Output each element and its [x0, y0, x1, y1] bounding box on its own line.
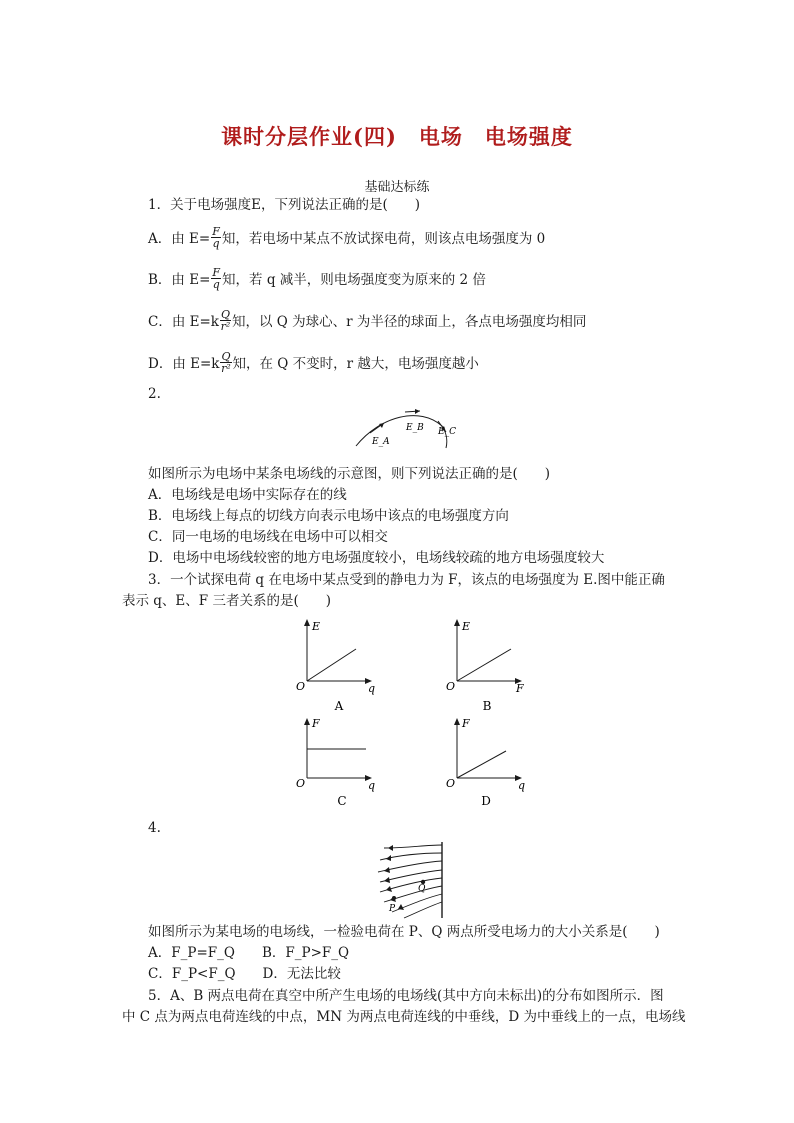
- graph-caption: D: [481, 794, 491, 808]
- origin-label: O: [446, 777, 456, 790]
- q1-stem: 1．关于电场强度E，下列说法正确的是( ): [148, 197, 420, 213]
- label-ec: E_C: [438, 427, 456, 437]
- q1-d-post: 知，在 Q 不变时，r 越大，电场强度越小: [232, 356, 479, 372]
- numerator: F: [212, 266, 221, 279]
- denominator: r²: [220, 320, 231, 333]
- fraction: [220, 351, 231, 374]
- numerator: F: [212, 225, 220, 238]
- denominator: r²: [221, 362, 231, 375]
- graph-b: [440, 616, 540, 714]
- point-p-label: P: [389, 904, 396, 914]
- q5-line1: 5．A、B 两点电荷在真空中所产生电场的电场线(其中方向未标出)的分布如图所示．图: [148, 988, 664, 1004]
- y-axis-label: F: [312, 717, 320, 730]
- q4-stem: 如图所示为某电场的电场线，一检验电荷在 P、Q 两点所受电场力的大小关系是( ): [148, 924, 660, 940]
- q2-option-b: B．电场线上每点的切线方向表示电场中该点的电场强度方向: [148, 508, 509, 524]
- q1-d-pre: D．由 E=k: [148, 356, 220, 372]
- q1-a-post: 知，若电场中某点不放试探电荷，则该点电场强度为 0: [221, 231, 546, 247]
- q2-option-c: C．同一电场的电场线在电场中可以相交: [148, 529, 388, 545]
- q1-a-pre: A．由 E=: [148, 231, 211, 247]
- denominator: q: [212, 278, 220, 291]
- fraction: [220, 309, 231, 332]
- q2-stem: 如图所示为电场中某条电场线的示意图，则下列说法正确的是( ): [148, 466, 551, 482]
- x-axis-label: q: [368, 779, 376, 792]
- graph-caption: C: [337, 794, 347, 808]
- numerator: Q: [221, 350, 231, 363]
- q4-options-row1: A．F_P=F_Q B．F_P>F_Q: [148, 945, 350, 961]
- origin-label: O: [446, 680, 456, 693]
- x-axis-label: q: [368, 682, 376, 695]
- fraction: [211, 267, 221, 290]
- q1-option-a: [148, 225, 546, 251]
- y-axis-label: E: [312, 620, 321, 633]
- q2-option-a: A．电场线是电场中实际存在的线: [148, 487, 347, 503]
- x-axis-label: q: [518, 779, 526, 792]
- label-eb: E_B: [406, 423, 424, 433]
- x-axis-label: F: [516, 682, 524, 695]
- q1-option-d: [148, 350, 479, 376]
- q2-number: 2.: [148, 386, 161, 402]
- section-heading: 基础达标练: [364, 180, 430, 195]
- graph-caption: B: [482, 699, 492, 713]
- q1-option-b: [148, 266, 486, 292]
- fraction: [211, 226, 221, 249]
- q3-stem-line1: 3．一个试探电荷 q 在电场中某点受到的静电力为 F，该点的电场强度为 E.图中能正确: [148, 572, 665, 588]
- q4-options-row2: C．F_P<F_Q D．无法比较: [148, 966, 341, 982]
- field-line-figure: [350, 408, 456, 454]
- numerator: Q: [220, 308, 230, 321]
- q4-number: 4.: [148, 820, 161, 836]
- y-axis-label: E: [462, 620, 471, 633]
- q2-option-d: D．电场中电场线较密的地方电场强度较小，电场线较疏的地方电场强度较大: [148, 550, 605, 566]
- q1-option-c: [148, 308, 587, 334]
- origin-label: O: [296, 777, 306, 790]
- q1-c-pre: C．由 E=k: [148, 314, 219, 330]
- graph-caption: A: [334, 699, 344, 713]
- q3-stem-line2: 表示 q、E、F 三者关系的是( ): [122, 593, 331, 609]
- field-lines-figure: [374, 840, 450, 920]
- q1-c-post: 知，以 Q 为球心、r 为半径的球面上，各点电场强度均相同: [232, 314, 587, 330]
- y-axis-label: F: [462, 717, 470, 730]
- q5-line2: 中 C 点为两点电荷连线的中点，MN 为两点电荷连线的中垂线，D 为中垂线上的一点，电场线: [122, 1009, 686, 1025]
- label-ea: E_A: [372, 437, 390, 447]
- origin-label: O: [296, 680, 306, 693]
- denominator: q: [212, 237, 220, 250]
- graph-d: [440, 713, 540, 809]
- point-q-label: Q: [418, 884, 426, 894]
- graph-a: [290, 616, 390, 714]
- q1-b-pre: B．由 E=: [148, 272, 211, 288]
- page-title: 课时分层作业(四) 电场 电场强度: [221, 124, 573, 149]
- graph-c: [290, 713, 390, 809]
- q1-b-post: 知，若 q 减半，则电场强度变为原来的 2 倍: [222, 272, 486, 288]
